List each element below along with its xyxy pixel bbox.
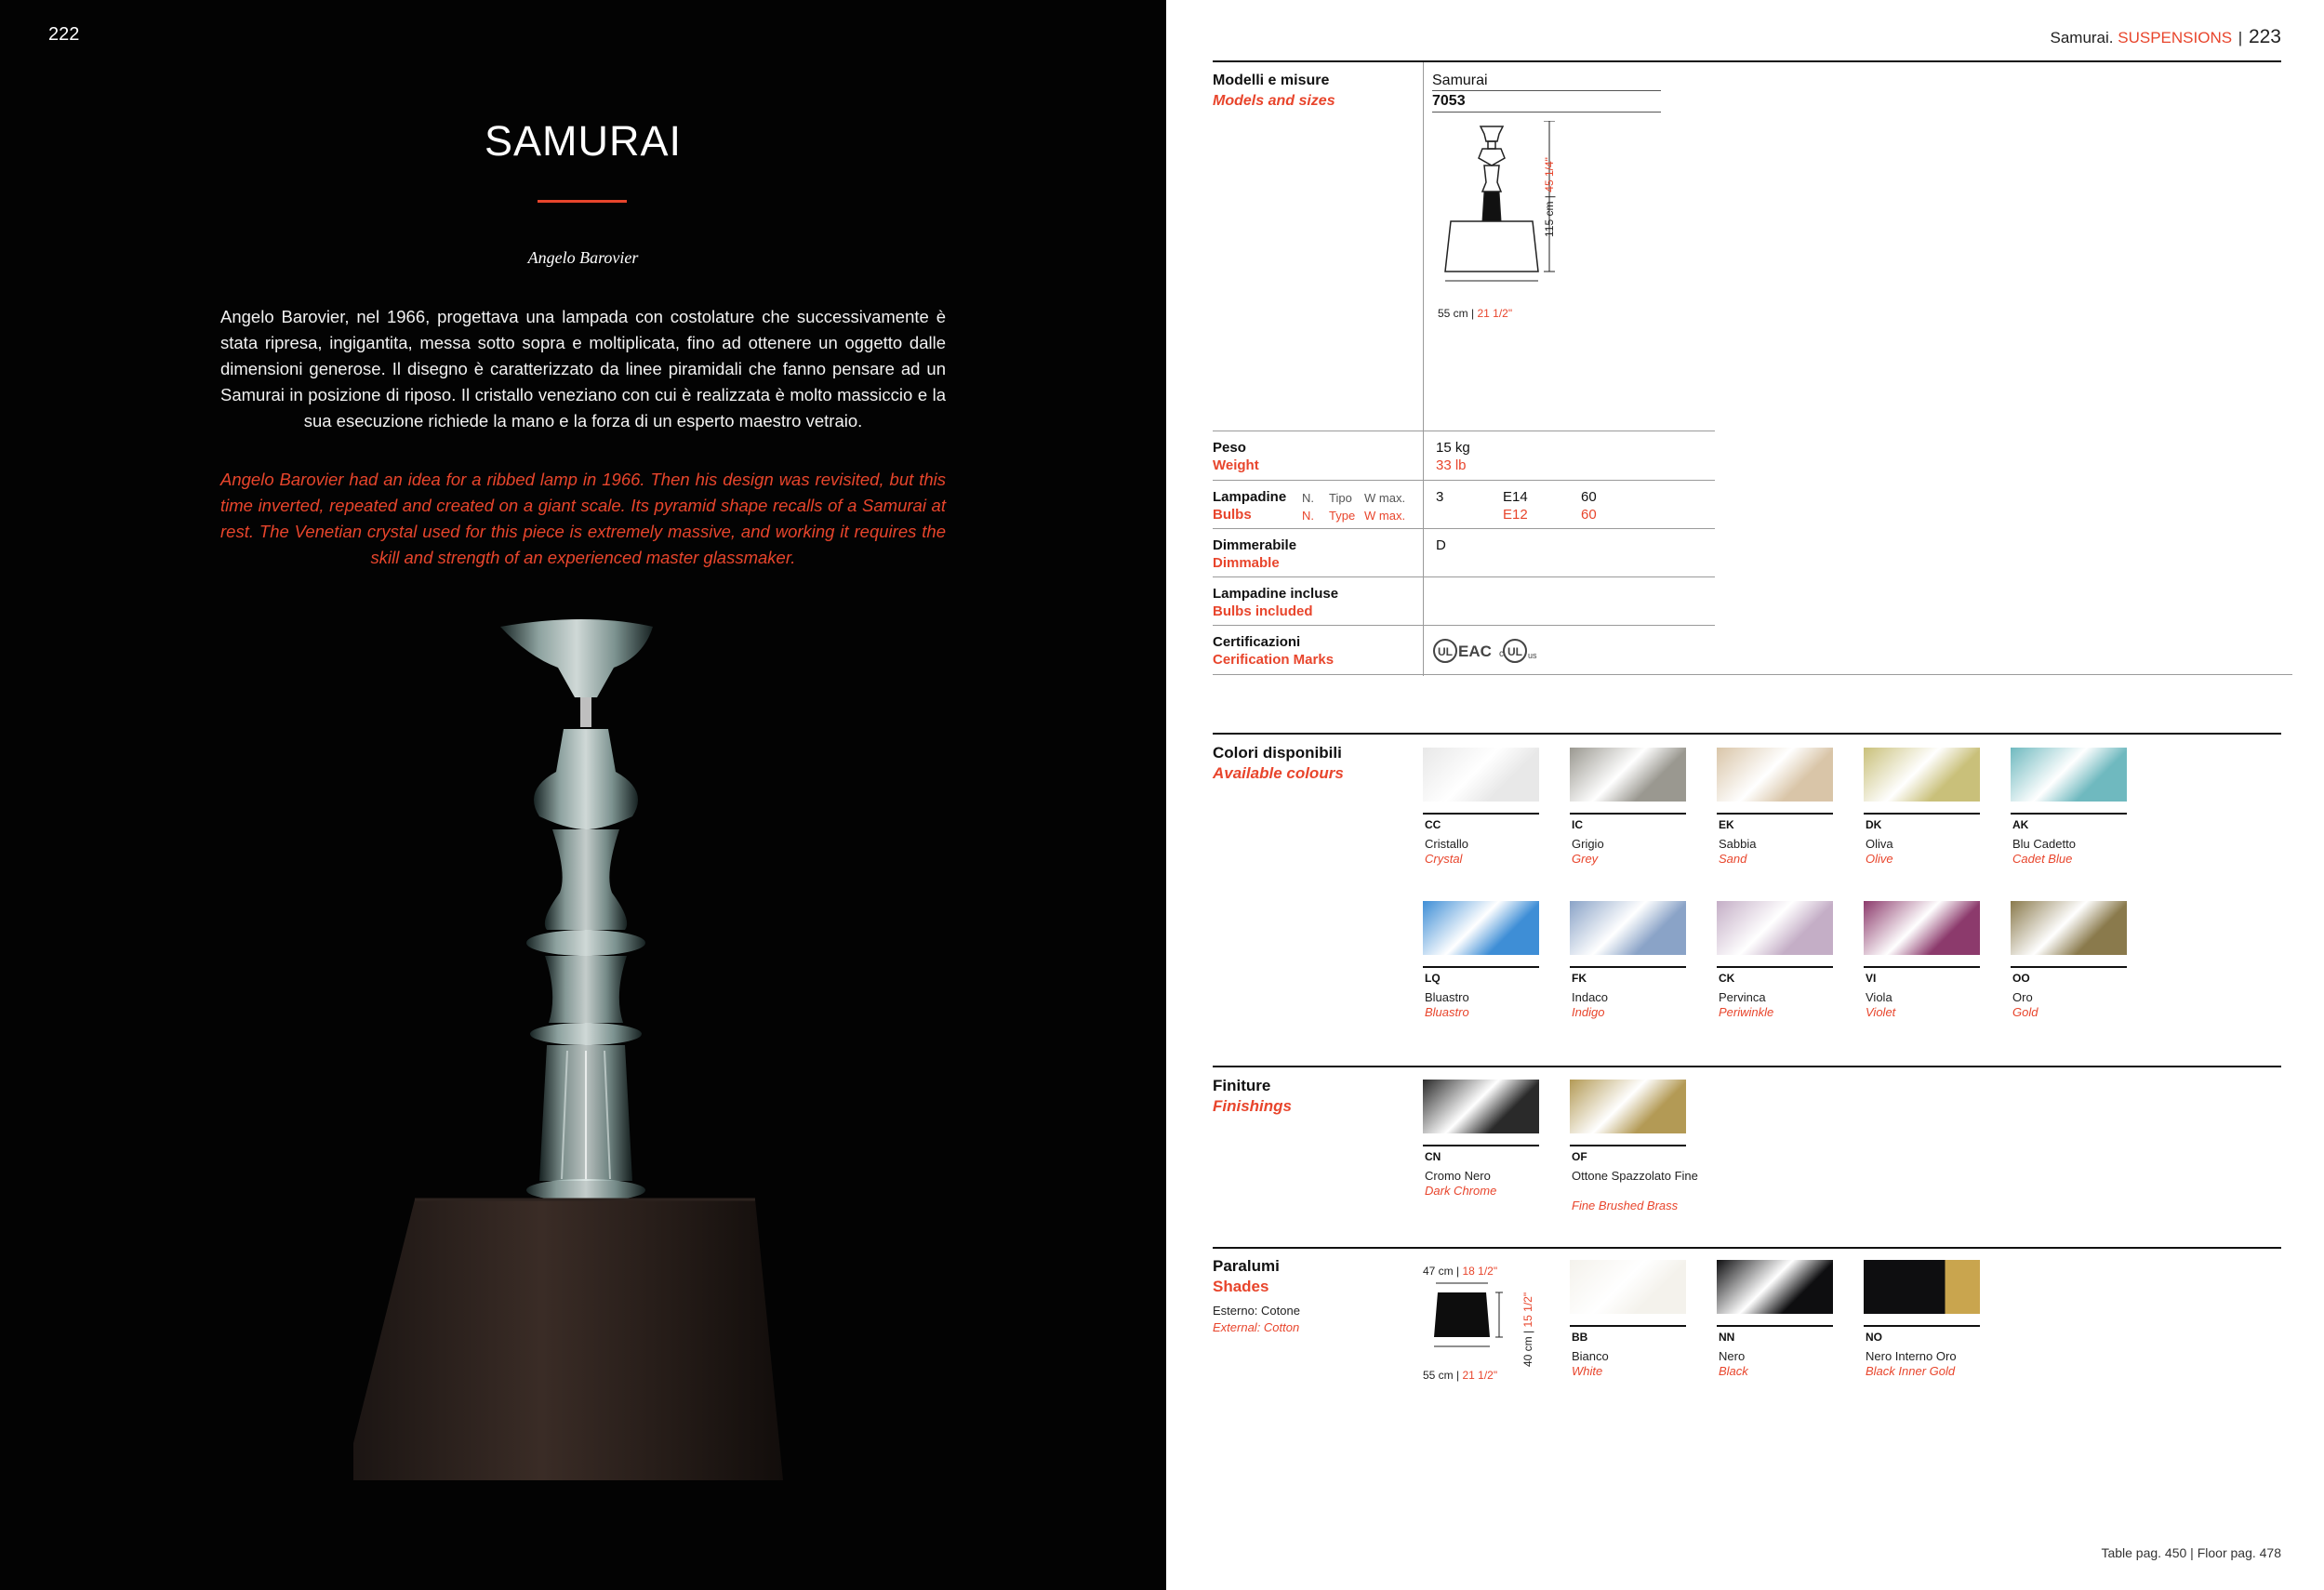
swatch-ak [2011, 748, 2127, 802]
swatch-lq [1423, 901, 1539, 955]
models-label-it: Modelli e misure [1213, 73, 1330, 88]
swatch-no [1864, 1260, 1980, 1314]
row-rule [1213, 480, 1715, 481]
dimmable-label-en: Dimmable [1213, 555, 1280, 571]
row-rule [1213, 576, 1715, 577]
swatch-underline [1570, 1325, 1686, 1327]
swatch-name-en: Indigo [1572, 1005, 1605, 1019]
shade-bottom-in: 21 1/2" [1462, 1369, 1498, 1382]
swatch-of [1570, 1080, 1686, 1133]
bulbs-sub-type: Tipo [1329, 491, 1352, 505]
swatch-cc [1423, 748, 1539, 802]
shade-height-dim [1521, 1265, 1536, 1367]
bulbs-sub-n: N. [1302, 491, 1314, 505]
swatch-underline [1717, 1325, 1833, 1327]
shade-top-dim [1423, 1265, 1497, 1278]
height-cm: 115 cm | [1543, 195, 1556, 237]
bulbs-sub-n-en: N. [1302, 509, 1314, 523]
model-width-dim [1438, 307, 1512, 320]
swatch-code: OO [2012, 972, 2030, 985]
swatch-name-en: Gold [2012, 1005, 2038, 1019]
swatch-name: Nero [1719, 1349, 1746, 1363]
running-header [2050, 26, 2281, 48]
dimmable-label-it: Dimmerabile [1213, 537, 1297, 553]
certifications-label-it: Certificazioni [1213, 634, 1301, 650]
swatch-name: Pervinca [1719, 990, 1766, 1004]
bulbs-type-eu: E14 [1503, 489, 1528, 505]
shade-bottom-dim [1423, 1369, 1497, 1382]
swatch-vi [1864, 901, 1980, 955]
description-english: Angelo Barovier had an idea for a ribbed lamp in 1966. Then his design was revisited, but this time inverted, repeated and created on a giant scale. Its pyramid shape recalls of a Samurai at rest. The Venetian crystal used for this piece is extremely massive, and working it requires the skill and strength of an experienced master glassmaker. [220, 470, 946, 567]
bulbs-label-it: Lampadine [1213, 489, 1287, 505]
svg-text:us: us [1528, 651, 1537, 660]
page-footer: Table pag. 450 | Floor pag. 478 [2101, 1545, 2281, 1560]
svg-text:UL: UL [1438, 645, 1453, 658]
swatch-underline [2011, 966, 2127, 968]
page-number-right: 223 [2248, 26, 2281, 47]
swatch-code: FK [1572, 972, 1587, 985]
right-page [1166, 0, 2324, 1590]
swatch-name-en: Grey [1572, 852, 1599, 866]
swatch-ck [1717, 901, 1833, 955]
swatch-name: Sabbia [1719, 837, 1757, 851]
width-in: 21 1/2" [1477, 307, 1513, 320]
shades-material-it: Esterno: Cotone [1213, 1304, 1300, 1318]
header-category: SUSPENSIONS [2118, 29, 2233, 46]
row-rule [1213, 625, 1715, 626]
certifications-label-en: Cerification Marks [1213, 652, 1335, 668]
row-rule [1213, 674, 2292, 675]
swatch-fk [1570, 901, 1686, 955]
swatch-name: Nero Interno Oro [1866, 1349, 1957, 1363]
swatch-dk [1864, 748, 1980, 802]
bulbs-sub-watt-en: W max. [1364, 509, 1406, 523]
swatch-name-en: Sand [1719, 852, 1747, 866]
swatch-name-en: Dark Chrome [1425, 1184, 1497, 1198]
swatch-name-en: Violet [1866, 1005, 1896, 1019]
shades-material-en: External: Cotton [1213, 1320, 1300, 1334]
shade-drawing [1428, 1281, 1512, 1365]
ul-mark-icon [1434, 640, 1456, 662]
swatch-name-en: Crystal [1425, 852, 1463, 866]
swatch-code: BB [1572, 1331, 1588, 1344]
weight-label-en: Weight [1213, 457, 1259, 473]
swatch-code: VI [1866, 972, 1877, 985]
swatch-name: Bluastro [1425, 990, 1469, 1004]
bulbs-included-label-en: Bulbs included [1213, 603, 1313, 619]
swatch-code: CK [1719, 972, 1735, 985]
weight-kg: 15 kg [1436, 440, 1470, 456]
bulbs-type-us: E12 [1503, 507, 1528, 523]
swatch-name-en: Olive [1866, 852, 1893, 866]
swatch-underline [1570, 1145, 1686, 1146]
shade-top-in: 18 1/2" [1462, 1265, 1498, 1278]
product-title: SAMURAI [484, 117, 683, 165]
svg-text:c: c [1499, 649, 1504, 659]
swatch-name-en: Cadet Blue [2012, 852, 2073, 866]
swatch-underline [1423, 966, 1539, 968]
row-rule [1213, 528, 1715, 529]
swatch-code: AK [2012, 818, 2029, 831]
bulbs-sub-type-en: Type [1329, 509, 1356, 523]
shades-rule [1213, 1247, 2281, 1249]
weight-lb: 33 lb [1436, 457, 1467, 473]
swatch-ek [1717, 748, 1833, 802]
finishings-rule [1213, 1066, 2281, 1067]
colours-label-en: Available colours [1213, 764, 1344, 782]
swatch-cn [1423, 1080, 1539, 1133]
header-separator: | [2238, 29, 2243, 46]
swatch-underline [1423, 813, 1539, 815]
swatch-underline [1423, 1145, 1539, 1146]
title-divider [538, 200, 627, 203]
swatch-name: Bianco [1572, 1349, 1609, 1363]
swatch-underline [1864, 966, 1980, 968]
cul-us-mark-icon [1499, 640, 1537, 662]
shades-label-en: Shades [1213, 1278, 1269, 1295]
model-name: Samurai [1432, 73, 1488, 88]
swatch-code: LQ [1425, 972, 1441, 985]
swatch-name-en: Black [1719, 1364, 1748, 1378]
swatch-underline [1717, 966, 1833, 968]
header-product: Samurai. [2050, 29, 2114, 46]
colours-rule [1213, 733, 2281, 735]
swatch-nn [1717, 1260, 1833, 1314]
swatch-name: Indaco [1572, 990, 1609, 1004]
bulbs-watt-eu: 60 [1581, 489, 1597, 505]
bulbs-count: 3 [1436, 489, 1444, 505]
swatch-code: CN [1425, 1150, 1441, 1163]
svg-text:EAC: EAC [1458, 643, 1492, 660]
swatch-name: Grigio [1572, 837, 1604, 851]
bulbs-sub-watt: W max. [1364, 491, 1406, 505]
swatch-underline [1864, 1325, 1980, 1327]
swatch-code: OF [1572, 1150, 1587, 1163]
dimmable-value: D [1436, 537, 1446, 553]
top-rule [1213, 60, 2281, 62]
lamp-photo [353, 614, 818, 1562]
width-cm: 55 cm | [1438, 307, 1475, 320]
swatch-bb [1570, 1260, 1686, 1314]
shade-top-cm: 47 cm | [1423, 1265, 1460, 1278]
svg-text:UL: UL [1507, 645, 1522, 658]
model-height-dim [1543, 116, 1558, 237]
swatch-ic [1570, 748, 1686, 802]
swatch-underline [1570, 966, 1686, 968]
certification-marks [1432, 636, 1551, 666]
swatch-code: NO [1866, 1331, 1882, 1344]
swatch-name-en: Periwinkle [1719, 1005, 1774, 1019]
model-rule [1432, 112, 1661, 113]
weight-label-it: Peso [1213, 440, 1246, 456]
swatch-name: Cromo Nero [1425, 1169, 1491, 1183]
swatch-underline [2011, 813, 2127, 815]
spec-table-divider [1423, 62, 1424, 676]
finishings-label-it: Finiture [1213, 1077, 1271, 1094]
swatch-name: Blu Cadetto [2012, 837, 2076, 851]
swatch-oo [2011, 901, 2127, 955]
swatch-underline [1717, 813, 1833, 815]
description-italian: Angelo Barovier, nel 1966, progettava una lampada con costolature che successivamente è stata ripresa, ingigantita, messa sotto sopra e moltiplicata, fino ad ottenere un oggetto dalle dimensioni generose. Il disegno è caratterizzato da linee piramidali che fanno pensare ad un Samurai in posizione di riposo. Il cristallo veneziano con cui è realizzata è molto massiccio e la sua esecuzione richiede la mano e la forza di un esperto maestro vetraio. [220, 307, 946, 431]
swatch-code: CC [1425, 818, 1441, 831]
swatch-name-en: Black Inner Gold [1866, 1364, 1956, 1378]
swatch-underline [1864, 813, 1980, 815]
swatch-name-en: Fine Brushed Brass [1572, 1199, 1679, 1212]
swatch-name-en: Bluastro [1425, 1005, 1469, 1019]
model-code: 7053 [1432, 93, 1466, 109]
model-rule [1432, 90, 1661, 91]
finishings-label-en: Finishings [1213, 1097, 1292, 1115]
bulbs-label-en: Bulbs [1213, 507, 1252, 523]
shade-height-in: 15 1/2" [1521, 1292, 1534, 1328]
swatch-code: EK [1719, 818, 1734, 831]
swatch-underline [1570, 813, 1686, 815]
shade-bottom-cm: 55 cm | [1423, 1369, 1460, 1382]
bulbs-watt-us: 60 [1581, 507, 1597, 523]
swatch-name-en: White [1572, 1364, 1603, 1378]
swatch-code: IC [1572, 818, 1583, 831]
page-number-left: 222 [48, 24, 80, 45]
swatch-name: Viola [1866, 990, 1892, 1004]
eac-mark-icon [1458, 643, 1492, 660]
shade-height-cm: 40 cm | [1521, 1330, 1534, 1367]
swatch-name: Oliva [1866, 837, 1893, 851]
swatch-code: NN [1719, 1331, 1735, 1344]
bulbs-included-label-it: Lampadine incluse [1213, 586, 1339, 602]
swatch-code: DK [1866, 818, 1882, 831]
swatch-name: Oro [2012, 990, 2033, 1004]
models-label-en: Models and sizes [1213, 93, 1335, 109]
height-in: 45 1/4" [1543, 157, 1556, 192]
swatch-name: Cristallo [1425, 837, 1468, 851]
designer-name: Angelo Barovier [527, 248, 639, 267]
colours-label-it: Colori disponibili [1213, 744, 1342, 762]
swatch-name: Ottone Spazzolato Fine [1572, 1169, 1698, 1183]
shades-label-it: Paralumi [1213, 1257, 1280, 1275]
